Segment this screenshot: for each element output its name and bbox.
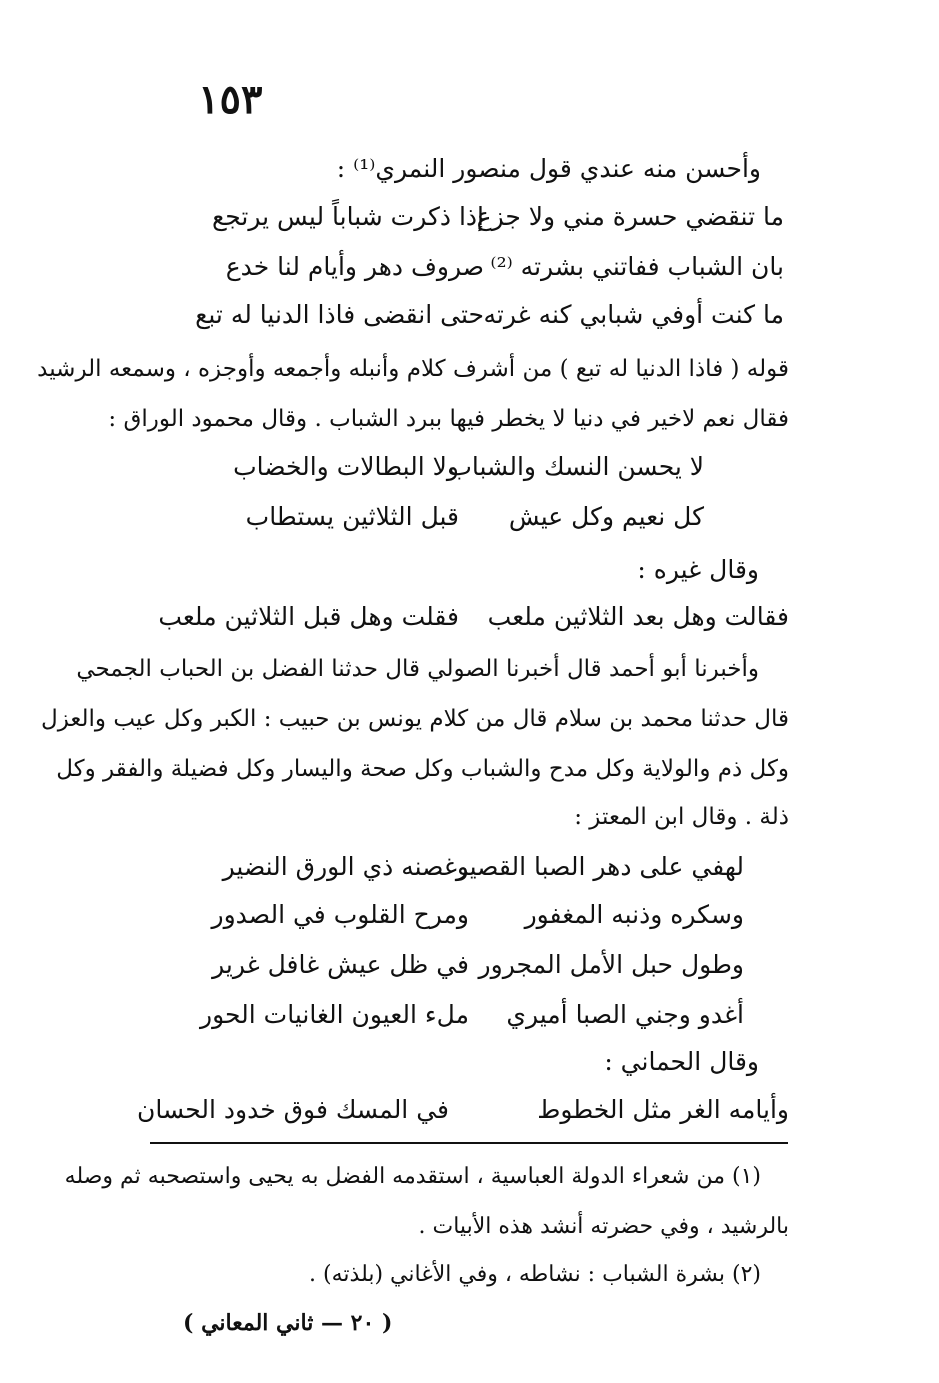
prose-line-5: وكل ذم والولاية وكل مدح والشباب وكل صحة واليسار وكل فضيلة والفقر وكل bbox=[56, 756, 789, 782]
verse-3-first-hemistich: ما كنت أوفي شبابي كنه غرته bbox=[483, 300, 784, 329]
intro-line: وأحسن منه عندي قول منصور النمري⁽¹⁾ : bbox=[336, 154, 761, 183]
verse-6-second-hemistich: فقلت وهل قبل الثلاثين ملعب bbox=[158, 602, 459, 631]
verse-8-second-hemistich: ومرح القلوب في الصدور bbox=[211, 900, 469, 929]
prose-line-6: ذلة . وقال ابن المعتز : bbox=[574, 804, 789, 830]
heading-al-himmani: وقال الحماني : bbox=[604, 1047, 759, 1076]
footnote-2: (٢) بشرة الشباب : نشاطه ، وفي الأغاني (بلذته) . bbox=[309, 1262, 761, 1287]
verse-4-first-hemistich: لا يحسن النسك والشباب bbox=[448, 452, 704, 481]
verse-3-second-hemistich: حتى انقضى فاذا الدنيا له تبع bbox=[195, 300, 484, 329]
verse-10-first-hemistich: أغدو وجني الصبا أميري bbox=[506, 1000, 744, 1029]
page-number: ١٥٣ bbox=[198, 76, 263, 123]
verse-2-second-hemistich: صروف دهر وأيام لنا خدع bbox=[225, 252, 484, 281]
verse-11-first-hemistich: وأيامه الغر مثل الخطوط bbox=[537, 1095, 789, 1124]
verse-8-first-hemistich: وسكره وذنبه المغفور bbox=[524, 900, 744, 929]
verse-6-first-hemistich: فقالت وهل بعد الثلاثين ملعب bbox=[487, 602, 789, 631]
prose-line-4: قال حدثنا محمد بن سلام قال من كلام يونس بن حبيب : الكبر وكل عيب والعزل bbox=[41, 706, 789, 732]
verse-1-first-hemistich: ما تنقضي حسرة مني ولا جزع bbox=[476, 202, 784, 231]
verse-7-first-hemistich: لهفي على دهر الصبا القصير bbox=[455, 852, 744, 881]
heading-another-poet: وقال غيره : bbox=[637, 555, 759, 584]
signature-mark: ( ٢٠ — ثاني المعاني ) bbox=[183, 1310, 393, 1336]
verse-4-second-hemistich: ولا البطالات والخضاب bbox=[233, 452, 459, 481]
footnote-1-line-1: (١) من شعراء الدولة العباسية ، استقدمه الفضل به يحيى واستصحبه ثم وصله bbox=[64, 1164, 761, 1189]
verse-9-first-hemistich: وطول حبل الأمل المجرور bbox=[478, 950, 744, 979]
prose-line-1: قوله ( فاذا الدنيا له تبع ) من أشرف كلام وأنبله وأجمعه وأوجزه ، وسمعه الرشيد bbox=[37, 356, 789, 382]
verse-1-second-hemistich: إذا ذكرت شباباً ليس يرتجع bbox=[211, 202, 484, 231]
footnote-1-line-2: بالرشيد ، وفي حضرته أنشد هذه الأبيات . bbox=[418, 1214, 789, 1239]
verse-7-second-hemistich: وغصنه ذي الورق النضير bbox=[222, 852, 469, 881]
prose-line-3: وأخبرنا أبو أحمد قال أخبرنا الصولي قال حدثنا الفضل بن الحباب الجمحي bbox=[76, 656, 759, 682]
verse-5-first-hemistich: كل نعيم وكل عيش bbox=[508, 502, 704, 531]
verse-2-first-hemistich: بان الشباب ففاتني بشرته ⁽²⁾ bbox=[490, 252, 784, 281]
verse-10-second-hemistich: ملء العيون الغانيات الحور bbox=[200, 1000, 469, 1029]
verse-9-second-hemistich: في ظل عيش غافل غرير bbox=[212, 950, 469, 979]
verse-11-second-hemistich: في المسك فوق خدود الحسان bbox=[137, 1095, 449, 1124]
prose-line-2: فقال نعم لاخير في دنيا لا يخطر فيها ببرد الشباب . وقال محمود الوراق : bbox=[108, 406, 789, 432]
footnote-divider bbox=[150, 1142, 788, 1144]
verse-5-second-hemistich: قبل الثلاثين يستطاب bbox=[245, 502, 459, 531]
